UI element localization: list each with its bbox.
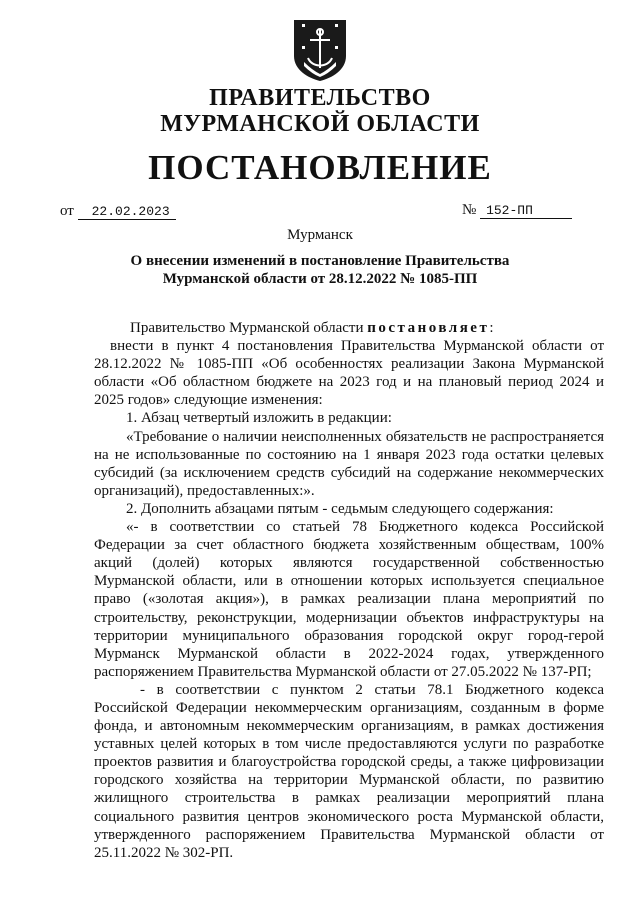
paragraph-1: внести в пункт 4 постановления Правительства Мурманской области от 28.12.2022 № 1085-ПП «Об особенностях реализации Закона Мурманской области «Об областном бюджете на 2023 год и на плановый период 2024 и 2025 годов» следующие изменения: — [94, 338, 604, 409]
subject-line1: О внесении изменений в постановление Правительства — [130, 253, 510, 269]
intro-paragraph — [94, 319, 604, 337]
document-body — [94, 319, 604, 862]
coat-of-arms-icon — [292, 18, 348, 82]
subject-line2: Мурманской области от 28.12.2022 № 1085-ПП — [162, 271, 478, 287]
paragraph-6: - в соответствии с пунктом 2 статьи 78.1 Бюджетного кодекса Российской Федерации некоммерческим организациям, созданным в форме фонда, и автономным некоммерческим организациям, в рамках достижения уставных целей которых в том числе предоставляются услуги по разработке проектов развития и благоустройства городской среды, а также цифровизации городского хозяйства на территории Мурманской области, по развитию жилищного строительства в рамках реализации мероприятий плана социального развития центров экономического роста Мурманской области, утвержденного распоряжением Правительства Мурманской области от 25.11.2022 № 302-РП. — [94, 681, 604, 861]
intro-suffix: : — [489, 320, 494, 336]
number-value: 152-ПП — [480, 203, 572, 219]
number-prefix: № — [462, 202, 477, 218]
paragraph-4: 2. Дополнить абзацами пятым - седьмым следующего содержания: — [126, 500, 554, 517]
org-title-line1: ПРАВИТЕЛЬСТВО — [209, 85, 431, 111]
document-type: ПОСТАНОВЛЕНИЕ — [148, 148, 492, 187]
intro-keyword: постановляет — [367, 320, 490, 336]
city: Мурманск — [287, 227, 353, 243]
org-title-line2: МУРМАНСКОЙ ОБЛАСТИ — [160, 111, 480, 137]
number-line — [462, 202, 572, 219]
subject-heading — [0, 252, 640, 288]
paragraph-3: «Требование о наличии неисполненных обязательств не распространяется на не использованные по состоянию на 1 января 2023 года остатки целевых субсидий (за исключением средств субсидий на содержание некоммерческих организаций), предоставленных:». — [94, 428, 604, 499]
paragraph-5: «- в соответствии со статьей 78 Бюджетного кодекса Российской Федерации за счет областного бюджета хозяйственным обществам, 100% акций (долей) которых являются государственной собственностью Мурманской области, или в отношении которых используется специальное право («золотая акция»), в рамках реализации плана мероприятий по строительству, реконструкции, модернизации объектов инфраструктуры на территории муниципального образования городской округ город-герой Мурманск Мурманской области в 2022-2024 годах, утвержденного распоряжением Правительства Мурманской области от 27.05.2022 № 137-РП; — [94, 519, 604, 680]
paragraph-2: 1. Абзац четвертый изложить в редакции: — [126, 410, 392, 427]
date-line — [60, 203, 176, 220]
date-value: 22.02.2023 — [78, 204, 176, 220]
intro-prefix: Правительство Мурманской области — [130, 320, 368, 336]
date-prefix: от — [60, 203, 74, 219]
